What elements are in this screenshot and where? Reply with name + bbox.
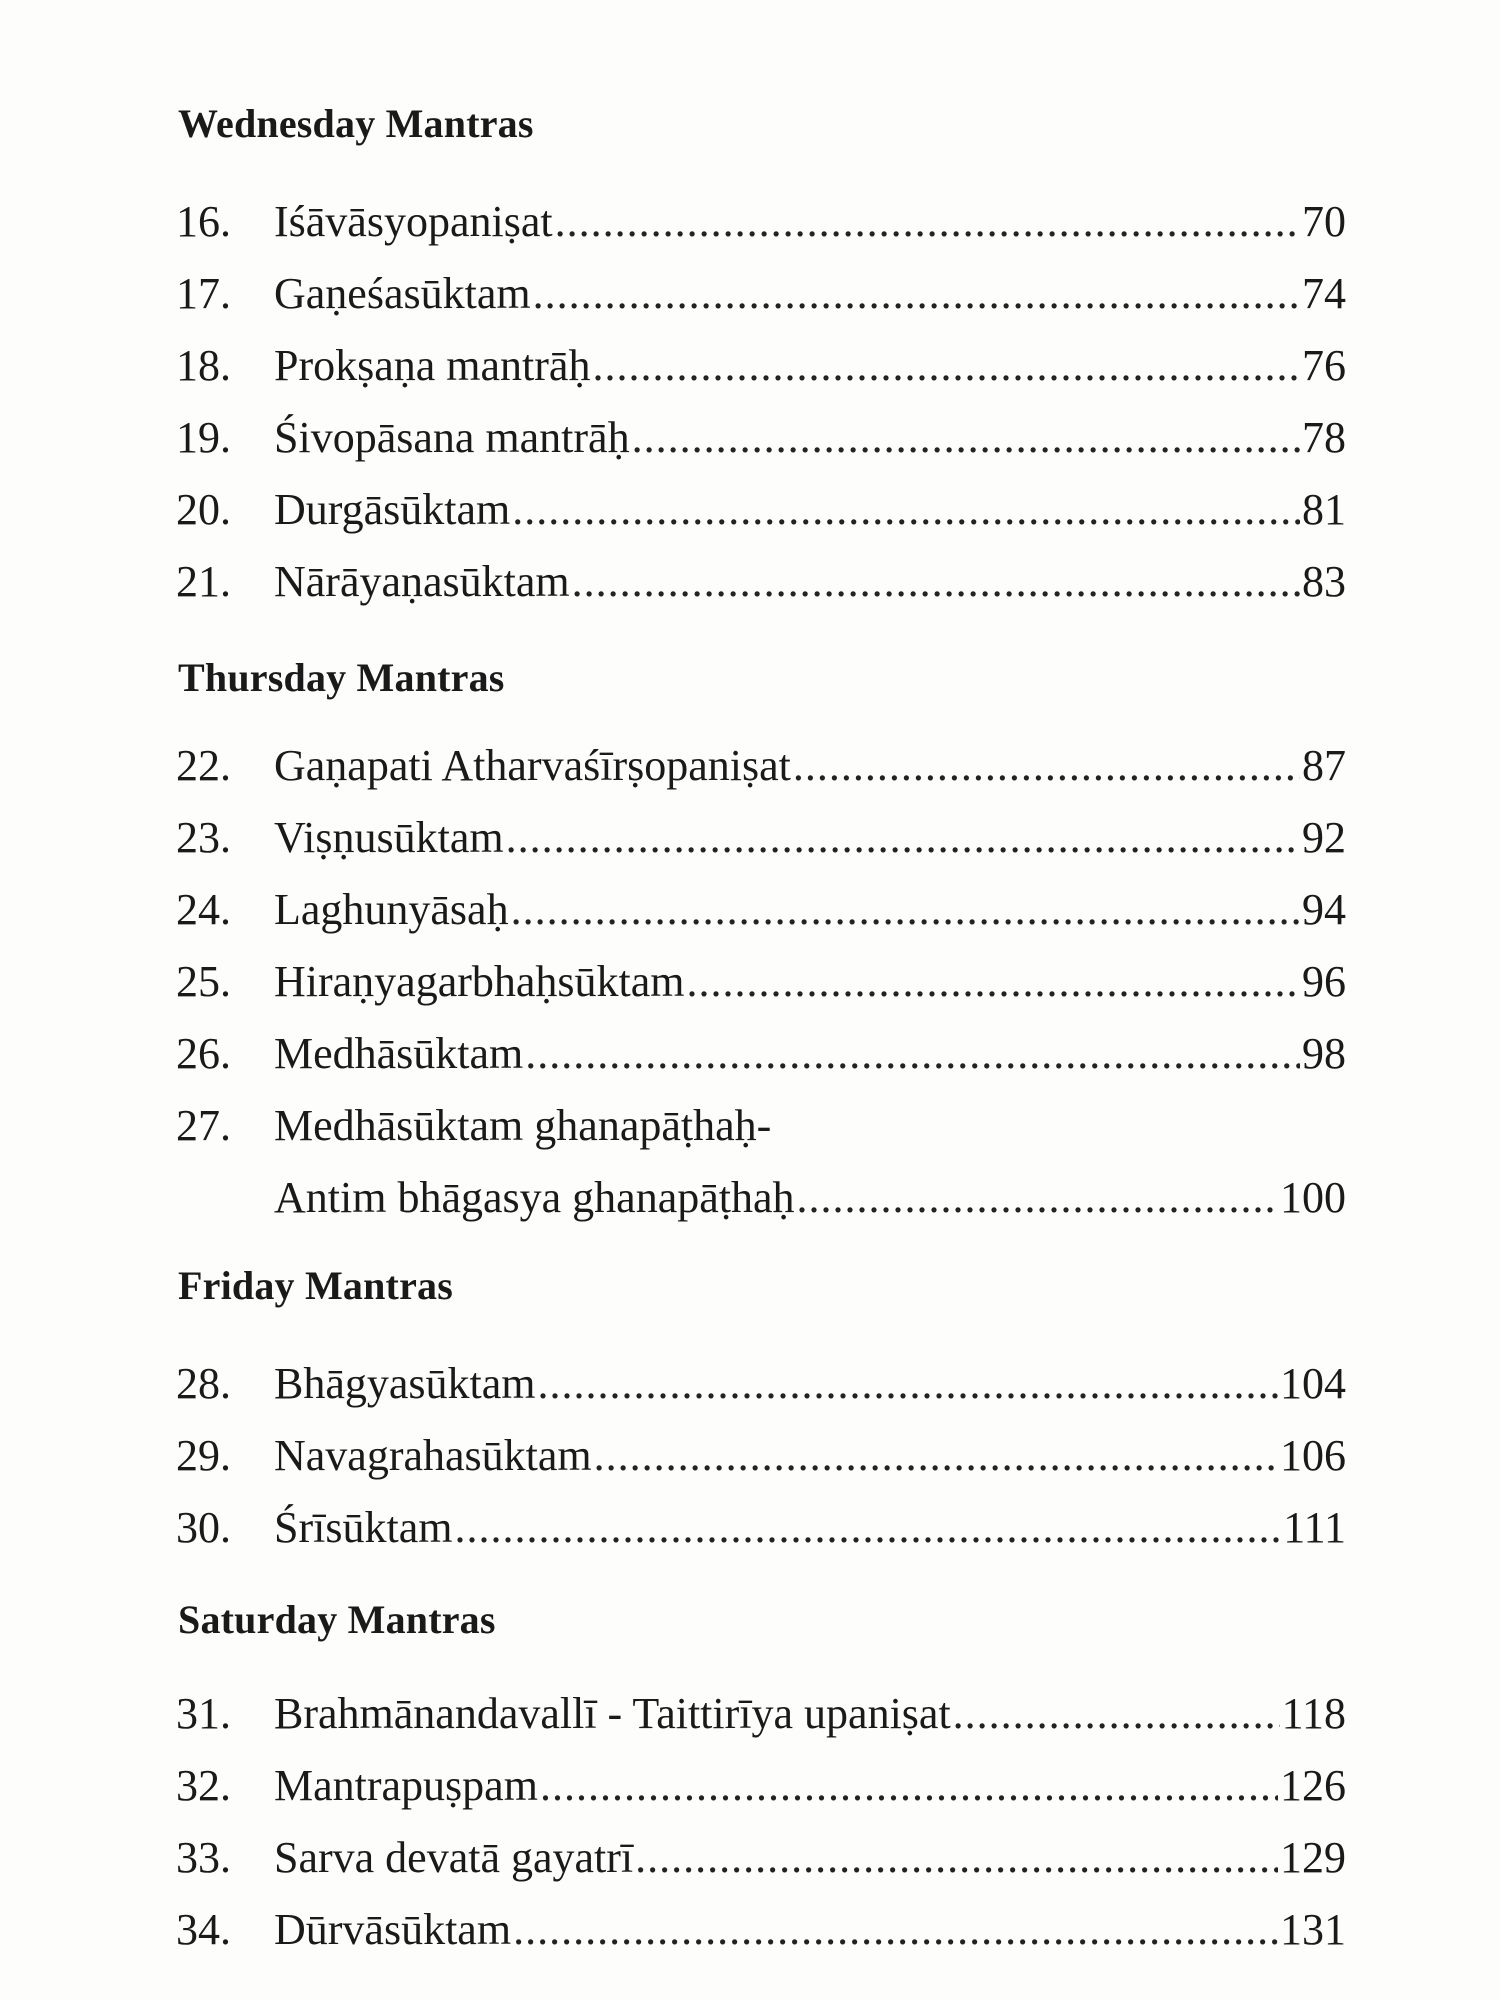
entry-title: Bhāgyasūktam bbox=[274, 1359, 536, 1408]
toc-entry-20[interactable] bbox=[176, 484, 1346, 536]
entry-number: 29. bbox=[176, 1431, 231, 1480]
dot-leader bbox=[635, 1832, 1278, 1884]
toc-entry-29[interactable] bbox=[176, 1430, 1346, 1482]
entry-page: 106 bbox=[1280, 1431, 1346, 1480]
entry-title: Śrīsūktam bbox=[274, 1503, 453, 1552]
entry-number: 19. bbox=[176, 413, 231, 462]
dot-leader bbox=[538, 1358, 1278, 1410]
entry-title: Hiraṇyagarbhaḥsūktam bbox=[274, 957, 685, 1006]
toc-entry-31[interactable] bbox=[176, 1688, 1346, 1740]
toc-entry-18[interactable] bbox=[176, 340, 1346, 392]
entry-page: 81 bbox=[1302, 485, 1346, 534]
entry-title: Medhāsūktam ghanapāṭhaḥ- bbox=[274, 1101, 772, 1150]
entry-page: 118 bbox=[1281, 1689, 1346, 1738]
toc-entry-16[interactable] bbox=[176, 196, 1346, 248]
dot-leader bbox=[632, 412, 1300, 464]
entry-title: Iśāvāsyopaniṣat bbox=[274, 197, 553, 246]
entry-number: 31. bbox=[176, 1689, 231, 1738]
entry-title: Gaṇapati Atharvaśīrṣopaniṣat bbox=[274, 741, 791, 790]
toc-entry-25[interactable] bbox=[176, 956, 1346, 1008]
entry-number: 27. bbox=[176, 1101, 231, 1150]
toc-entry-19[interactable] bbox=[176, 412, 1346, 464]
entry-number: 20. bbox=[176, 485, 231, 534]
toc-entry-34[interactable] bbox=[176, 1904, 1346, 1956]
dot-leader bbox=[454, 1502, 1281, 1554]
entry-title-continued: Antim bhāgasya ghanapāṭhaḥ bbox=[274, 1173, 795, 1222]
entry-number: 18. bbox=[176, 341, 231, 390]
entry-title: Śivopāsana mantrāḥ bbox=[274, 413, 630, 462]
entry-number: 17. bbox=[176, 269, 231, 318]
entry-page: 129 bbox=[1280, 1833, 1346, 1882]
entry-page: 131 bbox=[1280, 1905, 1346, 1954]
dot-leader bbox=[511, 884, 1300, 936]
dot-leader bbox=[797, 1172, 1278, 1224]
entry-number: 16. bbox=[176, 197, 231, 246]
entry-number: 21. bbox=[176, 557, 231, 606]
dot-leader bbox=[594, 1430, 1278, 1482]
entry-number: 32. bbox=[176, 1761, 231, 1810]
dot-leader bbox=[555, 196, 1300, 248]
entry-page: 76 bbox=[1302, 341, 1346, 390]
entry-title: Medhāsūktam bbox=[274, 1029, 524, 1078]
toc-entry-24[interactable] bbox=[176, 884, 1346, 936]
dot-leader bbox=[572, 556, 1300, 608]
entry-title: Laghunyāsaḥ bbox=[274, 885, 509, 934]
entry-number: 28. bbox=[176, 1359, 231, 1408]
section-heading-thursday: Thursday Mantras bbox=[178, 655, 505, 700]
entry-page: 94 bbox=[1302, 885, 1346, 934]
entry-page: 96 bbox=[1302, 957, 1346, 1006]
entry-title: Nārāyaṇasūktam bbox=[274, 557, 570, 606]
dot-leader bbox=[592, 340, 1300, 392]
entry-title: Dūrvāsūktam bbox=[274, 1905, 512, 1954]
entry-title: Mantrapuṣpam bbox=[274, 1761, 538, 1810]
entry-page: 98 bbox=[1302, 1029, 1346, 1078]
dot-leader bbox=[525, 1028, 1300, 1080]
toc-entry-32[interactable] bbox=[176, 1760, 1346, 1812]
entry-page: 104 bbox=[1280, 1359, 1346, 1408]
dot-leader bbox=[793, 740, 1300, 792]
entry-number: 22. bbox=[176, 741, 231, 790]
dot-leader bbox=[533, 268, 1300, 320]
toc-entry-33[interactable] bbox=[176, 1832, 1346, 1884]
entry-number: 33. bbox=[176, 1833, 231, 1882]
entry-page: 111 bbox=[1283, 1503, 1346, 1552]
dot-leader bbox=[513, 1904, 1278, 1956]
entry-title: Navagrahasūktam bbox=[274, 1431, 592, 1480]
entry-title: Sarva devatā gayatrī bbox=[274, 1833, 634, 1882]
dot-leader bbox=[687, 956, 1300, 1008]
entry-page: 74 bbox=[1302, 269, 1346, 318]
entry-page: 92 bbox=[1302, 813, 1346, 862]
entry-number: 34. bbox=[176, 1905, 231, 1954]
entry-number: 26. bbox=[176, 1029, 231, 1078]
dot-leader bbox=[506, 812, 1300, 864]
toc-entry-17[interactable] bbox=[176, 268, 1346, 320]
toc-entry-27[interactable] bbox=[176, 1100, 1346, 1224]
entry-page: 126 bbox=[1280, 1761, 1346, 1810]
entry-number: 30. bbox=[176, 1503, 231, 1552]
toc-entry-30[interactable] bbox=[176, 1502, 1346, 1554]
entry-title: Gaṇeśasūktam bbox=[274, 269, 531, 318]
entry-page: 87 bbox=[1302, 741, 1346, 790]
entry-title: Prokṣaṇa mantrāḥ bbox=[274, 341, 591, 390]
entry-number: 24. bbox=[176, 885, 231, 934]
entry-title: Viṣṇusūktam bbox=[274, 813, 504, 862]
section-heading-friday: Friday Mantras bbox=[178, 1263, 453, 1308]
entry-number: 25. bbox=[176, 957, 231, 1006]
entry-page: 70 bbox=[1302, 197, 1346, 246]
toc-entry-21[interactable] bbox=[176, 556, 1346, 608]
toc-entry-23[interactable] bbox=[176, 812, 1346, 864]
entry-page: 78 bbox=[1302, 413, 1346, 462]
toc-entry-28[interactable] bbox=[176, 1358, 1346, 1410]
entry-title: Brahmānandavallī - Taittirīya upaniṣat bbox=[274, 1689, 951, 1738]
toc-entry-22[interactable] bbox=[176, 740, 1346, 792]
dot-leader bbox=[540, 1760, 1278, 1812]
section-heading-wednesday: Wednesday Mantras bbox=[178, 101, 534, 146]
dot-leader bbox=[953, 1688, 1280, 1740]
entry-title: Durgāsūktam bbox=[274, 485, 511, 534]
entry-page: 100 bbox=[1280, 1173, 1346, 1222]
dot-leader bbox=[512, 484, 1300, 536]
toc-entry-26[interactable] bbox=[176, 1028, 1346, 1080]
section-heading-saturday: Saturday Mantras bbox=[178, 1597, 496, 1642]
entry-page: 83 bbox=[1302, 557, 1346, 606]
entry-number: 23. bbox=[176, 813, 231, 862]
